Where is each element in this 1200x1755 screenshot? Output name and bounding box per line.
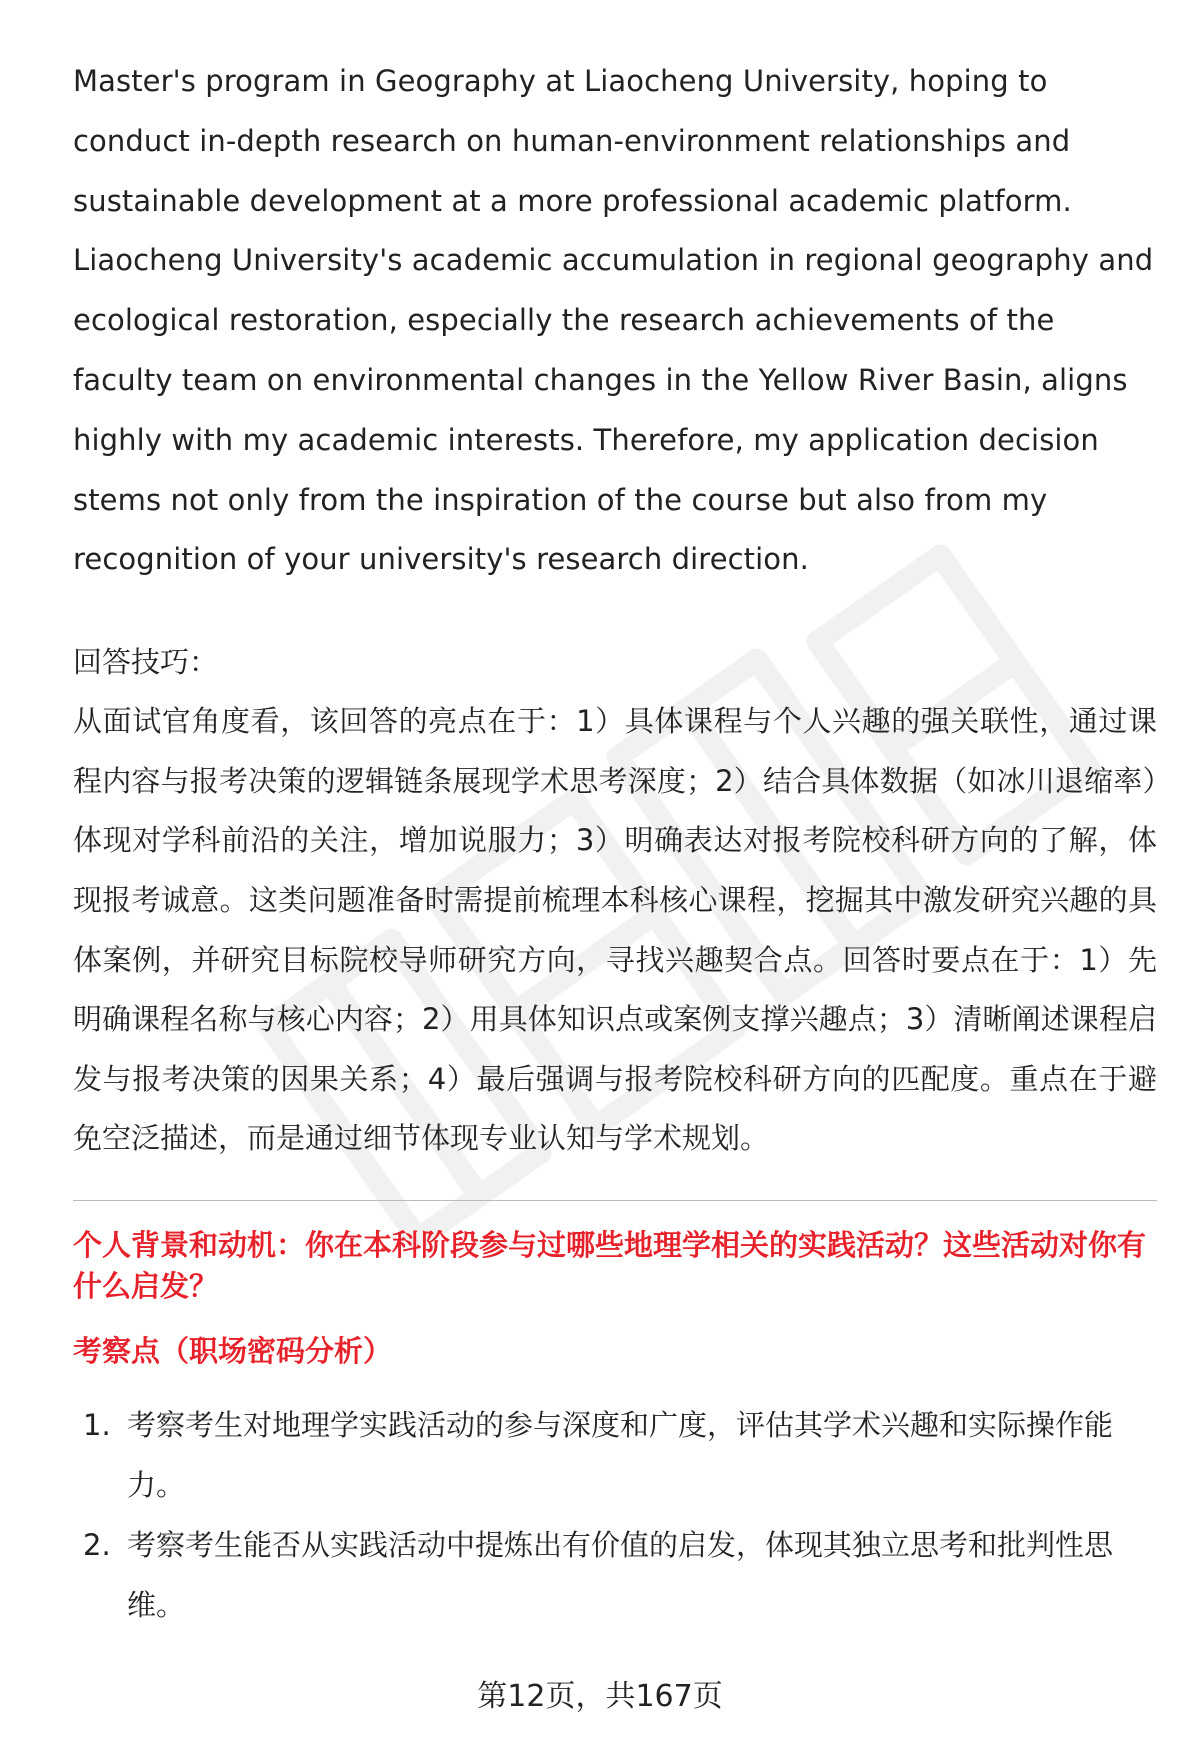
answer-paragraph: Master's program in Geography at Liaocheng University, hoping to conduct in-depth research on human-environment relationships and sustainable development at a more professional academic platform. Liaocheng University's academic accumulation in regional geography and ecological restoration, especially the research achievements of the faculty team on environmental changes in the Yellow River Basin, aligns highly with my academic interests. Therefore, my application decision stems not only from the inspiration of the course but also from my recognition of your university's research direction. (73, 64, 1154, 577)
exam-point-text: 考察考生对地理学实践活动的参与深度和广度，评估其学术兴趣和实际操作能力。 (127, 1407, 1114, 1502)
exam-point-text: 考察考生能否从实践活动中提炼出有价值的启发，体现其独立思考和批判性思维。 (127, 1527, 1114, 1622)
tips-paragraph: 从面试官角度看，该回答的亮点在于：1）具体课程与个人兴趣的强关联性，通过课程内容与报考决策的逻辑链条展现学术思考深度；2）结合具体数据（如冰川退缩率）体现对学科前沿的关注，增加说服力；3）明确表达对报考院校科研方向的了解，体现报考诚意。这类问题准备时需提前梳理本科核心课程，挖掘其中激发研究兴趣的具体案例，并研究目标院校导师研究方向，寻找兴趣契合点。回答时要点在于：1）先明确课程名称与核心内容；2）用具体知识点或案例支撑兴趣点；3）清晰阐述课程启发与报考决策的因果关系；4）最后强调与报考院校科研方向的匹配度。重点在于避免空泛描述，而是通过细节体现专业认知与学术规划。 (73, 704, 1157, 1156)
section-divider (73, 1200, 1157, 1201)
exam-point-number: 2. (83, 1527, 111, 1562)
exam-point-item (73, 1515, 1157, 1635)
exam-point-number: 1. (83, 1407, 111, 1442)
exam-points-heading: 考察点（职场密码分析） (73, 1333, 393, 1368)
page-number-footer: 第12页，共167页 (477, 1679, 723, 1714)
exam-point-item (73, 1395, 1157, 1515)
exam-points-list (73, 1395, 1157, 1635)
content-column (73, 52, 1157, 1635)
tips-label: 回答技巧： (73, 645, 219, 680)
watermark-text: 职场密码 (670, 919, 680, 921)
question-heading: 个人背景和动机：你在本科阶段参与过哪些地理学相关的实践活动？这些活动对你有什么启发？ (73, 1227, 1147, 1303)
